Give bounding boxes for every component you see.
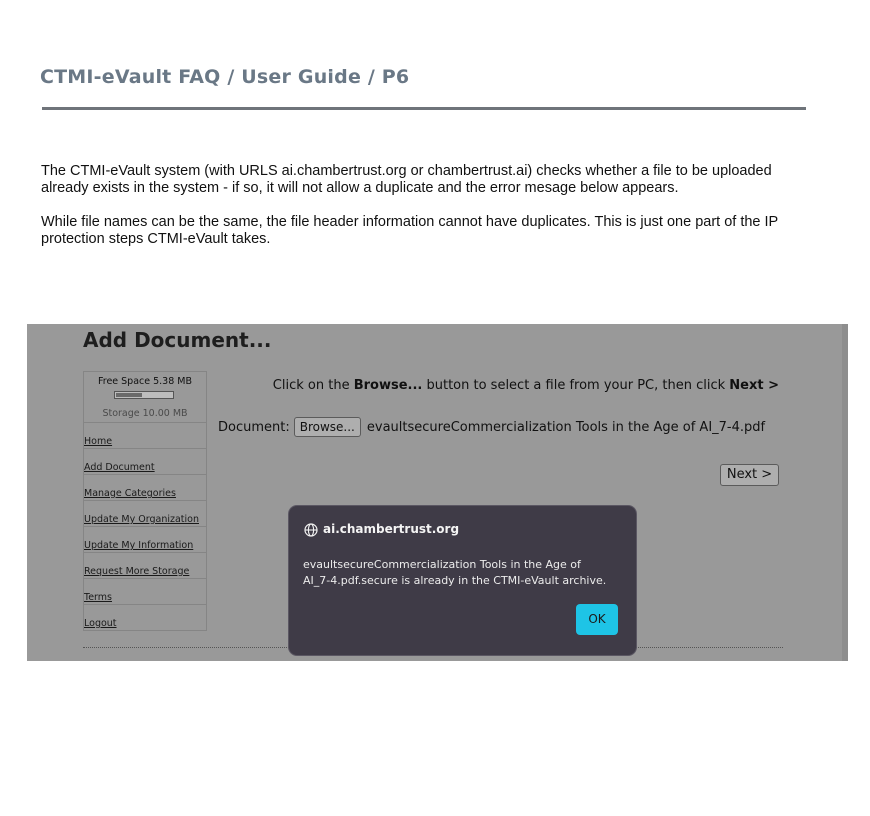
- dialog-message-line-2: AI_7-4.pdf.secure is already in the CTMI-eVault archive.: [303, 574, 607, 587]
- selected-file-name: evaultsecureCommercialization Tools in the Age of AI_7-4.pdf: [366, 419, 766, 435]
- sidebar-link-update-information[interactable]: Update My Information: [84, 540, 194, 551]
- title-divider: [42, 107, 806, 110]
- instruction-text-1: Click on the: [272, 378, 354, 393]
- sidebar-link-manage-categories[interactable]: Manage Categories: [84, 488, 176, 499]
- storage-total-label: Storage 10.00 MB: [102, 408, 188, 419]
- sidebar-link-home[interactable]: Home: [84, 436, 113, 447]
- sidebar-item-update-organization[interactable]: [84, 501, 206, 527]
- next-button[interactable]: Next >: [720, 464, 779, 486]
- intro-paragraph-2: While file names can be the same, the file header information cannot have duplicates. This is just one part of the IP protection steps CTMI-eVault takes.: [41, 214, 778, 247]
- ok-button[interactable]: OK: [576, 604, 618, 635]
- sidebar-link-terms[interactable]: Terms: [84, 592, 112, 603]
- storage-progress-bar: [114, 391, 174, 399]
- alert-dialog: [289, 506, 636, 655]
- sidebar-item-home[interactable]: [84, 423, 206, 449]
- sidebar-link-request-storage[interactable]: Request More Storage: [84, 566, 190, 577]
- document-row: [218, 417, 780, 437]
- globe-icon: [304, 523, 318, 537]
- sidebar-item-logout[interactable]: [84, 605, 206, 630]
- free-space-label: Free Space 5.38 MB: [97, 376, 193, 387]
- instruction-text-2: button to select a file from your PC, then click: [422, 378, 730, 393]
- dialog-origin: ai.chambertrust.org: [323, 522, 460, 536]
- sidebar-link-logout[interactable]: Logout: [84, 618, 117, 629]
- panel-edge: [842, 324, 848, 661]
- storage-widget: [84, 372, 206, 423]
- sidebar-item-update-information[interactable]: [84, 527, 206, 553]
- sidebar-item-request-storage[interactable]: [84, 553, 206, 579]
- intro-paragraph-1: The CTMI-eVault system (with URLS ai.chambertrust.org or chambertrust.ai) checks whether a file to be uploaded already exists in the system - if so, it will not allow a duplicate and the error mesage below appears.: [41, 163, 772, 196]
- storage-progress-fill: [116, 393, 142, 397]
- upload-instruction: [273, 378, 779, 393]
- dialog-message-line-1: evaultsecureCommercialization Tools in the Age of: [303, 558, 581, 571]
- page-title: CTMI-eVault FAQ / User Guide / P6: [40, 66, 410, 88]
- dialog-message: [303, 557, 621, 589]
- browse-button[interactable]: Browse...: [294, 417, 361, 437]
- sidebar-item-terms[interactable]: [84, 579, 206, 605]
- document-label: Document:: [218, 419, 290, 435]
- instruction-next-word: Next >: [729, 378, 779, 393]
- sidebar-item-manage-categories[interactable]: [84, 475, 206, 501]
- add-document-title: Add Document...: [83, 328, 272, 352]
- sidebar: [83, 371, 207, 631]
- instruction-browse-word: Browse...: [353, 378, 423, 393]
- sidebar-item-add-document[interactable]: [84, 449, 206, 475]
- sidebar-link-update-organization[interactable]: Update My Organization: [84, 514, 199, 525]
- sidebar-link-add-document[interactable]: Add Document: [84, 462, 155, 473]
